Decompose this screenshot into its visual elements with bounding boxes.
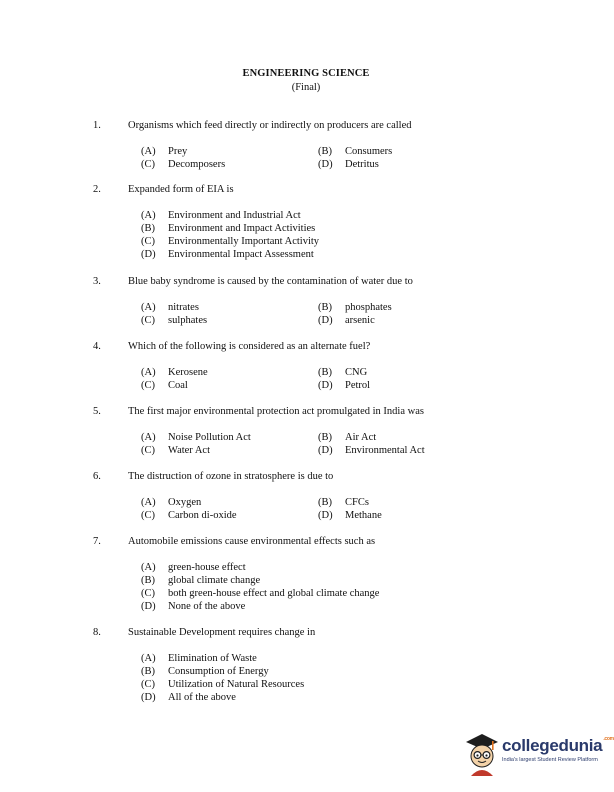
option-c: (C) Water Act <box>141 445 211 456</box>
option-d: (D) Methane <box>318 510 382 521</box>
question-number: 5. <box>93 406 101 417</box>
question-number: 4. <box>93 341 101 352</box>
option-d: (D) All of the above <box>141 692 236 703</box>
option-a: (A) green-house effect <box>141 562 246 573</box>
option-a: (A) Prey <box>141 146 188 157</box>
option-b: (B) Air Act <box>318 432 377 443</box>
option-a: (A) Environment and Industrial Act <box>141 210 301 221</box>
option-c: (C) Carbon di-oxide <box>141 510 237 521</box>
option-d: (D) Detritus <box>318 159 379 170</box>
option-d: (D) arsenic <box>318 315 375 326</box>
option-a: (A) Noise Pollution Act <box>141 432 251 443</box>
exam-subtitle: (Final) <box>291 82 321 93</box>
question-text: Sustainable Development requires change in <box>128 627 316 638</box>
question-number: 1. <box>93 120 101 131</box>
brand-name: collegedunia$^{.com}$ <box>502 736 614 755</box>
option-d: (D) Environmental Act <box>318 445 425 456</box>
brand-tagline: India's largest Student Review Platform <box>502 757 598 763</box>
option-b: (B) CNG <box>318 367 368 378</box>
option-b: (B) phosphates <box>318 302 392 313</box>
option-c: (C) both green-house effect and global climate change <box>141 588 380 599</box>
question-text: The first major environmental protection act promulgated in India was <box>128 406 424 417</box>
option-a: (A) Oxygen <box>141 497 202 508</box>
option-c: (C) Utilization of Natural Resources <box>141 679 305 690</box>
option-a: (A) nitrates <box>141 302 199 313</box>
option-a: (A) Kerosene <box>141 367 208 378</box>
question-text: Automobile emissions cause environmental effects such as <box>128 536 376 547</box>
question-text: Organisms which feed directly or indirectly on producers are called <box>128 120 412 131</box>
option-a: (A) Elimination of Waste <box>141 653 257 664</box>
option-b: (B) CFCs <box>318 497 369 508</box>
mascot-logo-icon <box>462 728 502 778</box>
question-text: The distruction of ozone in stratosphere is due to <box>128 471 334 482</box>
option-c: (C) sulphates <box>141 315 208 326</box>
option-c: (C) Environmentally Important Activity <box>141 236 320 247</box>
option-b: (B) global climate change <box>141 575 261 586</box>
option-b: (B) Consumers <box>318 146 393 157</box>
question-number: 7. <box>93 536 101 547</box>
question-text: Expanded form of EIA is <box>128 184 234 195</box>
question-number: 3. <box>93 276 101 287</box>
question-text: Which of the following is considered as an alternate fuel? <box>128 341 371 352</box>
option-b: (B) Environment and Impact Activities <box>141 223 316 234</box>
question-text: Blue baby syndrome is caused by the contamination of water due to <box>128 276 413 287</box>
option-d: (D) Environmental Impact Assessment <box>141 249 314 260</box>
option-d: (D) Petrol <box>318 380 371 391</box>
exam-title: ENGINEERING SCIENCE <box>242 68 370 79</box>
option-c: (C) Coal <box>141 380 188 391</box>
option-d: (D) None of the above <box>141 601 246 612</box>
question-number: 8. <box>93 627 101 638</box>
option-c: (C) Decomposers <box>141 159 226 170</box>
question-number: 2. <box>93 184 101 195</box>
question-number: 6. <box>93 471 101 482</box>
option-b: (B) Consumption of Energy <box>141 666 269 677</box>
